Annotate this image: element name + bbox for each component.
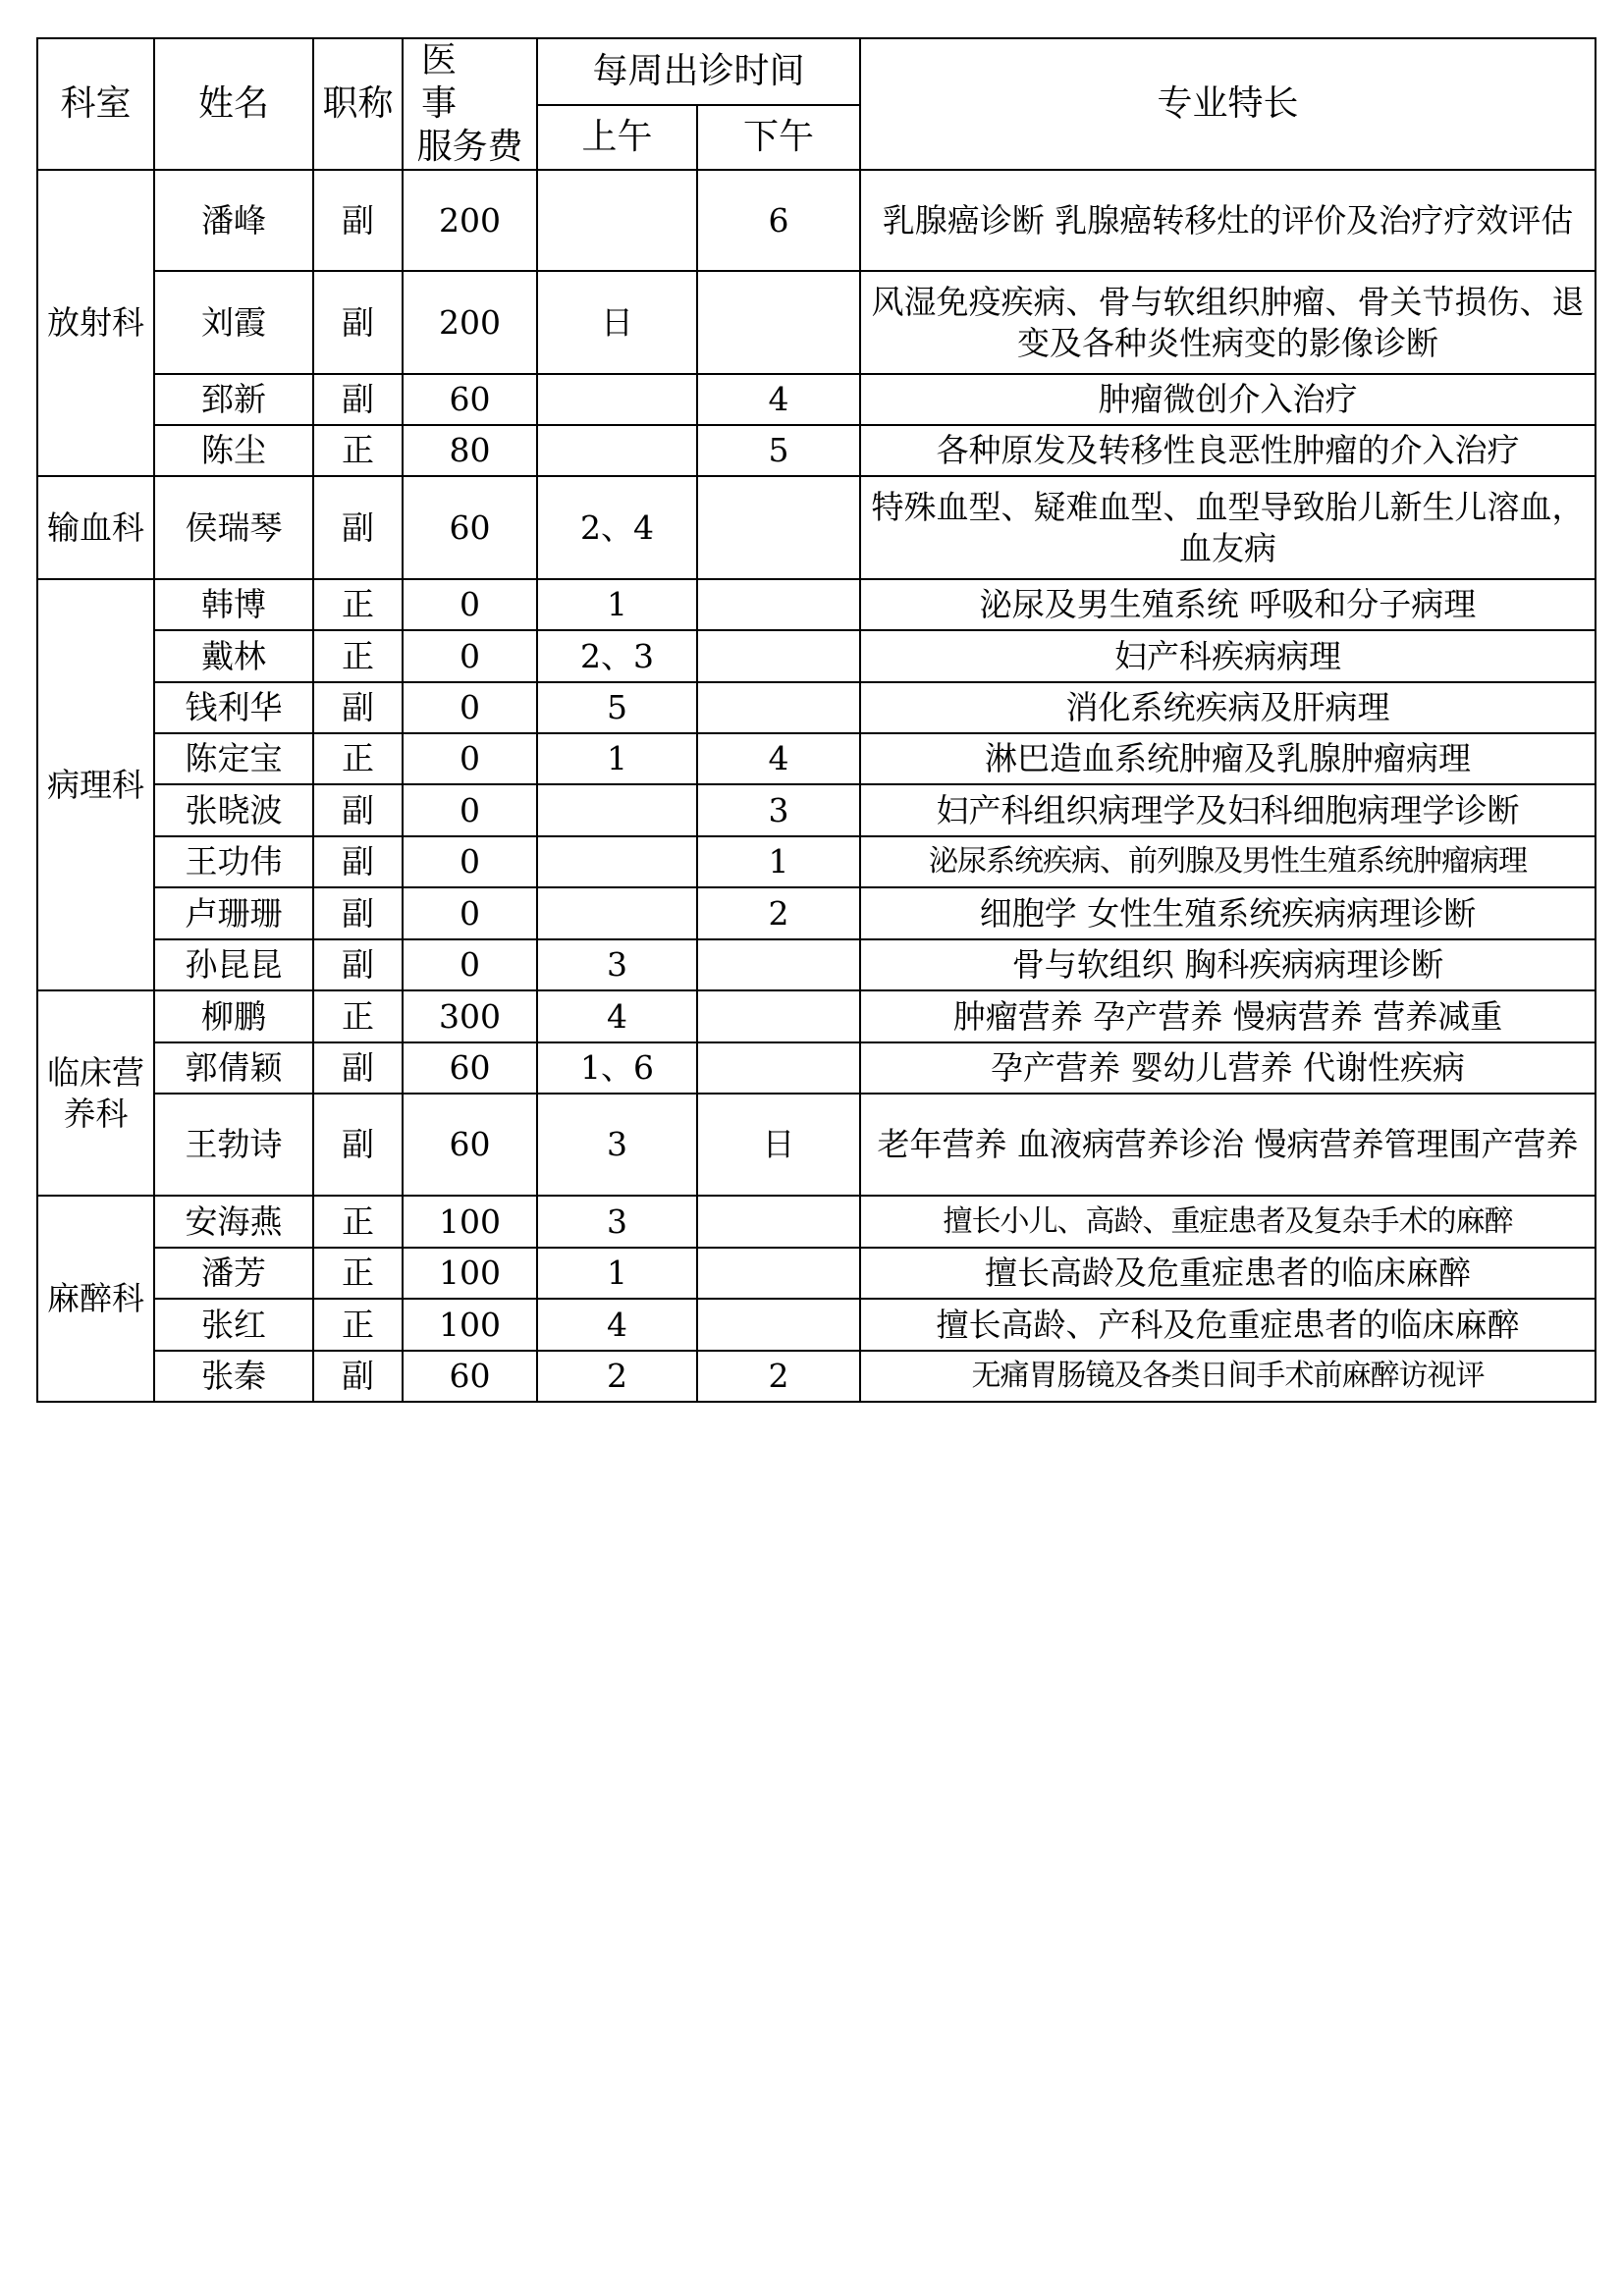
table-row xyxy=(37,630,1596,682)
pm-slot: 2 xyxy=(697,887,860,939)
am-slot: 3 xyxy=(537,1196,697,1248)
doctor-title: 正 xyxy=(313,1248,403,1299)
pm-slot xyxy=(697,476,860,579)
doctor-fee: 60 xyxy=(403,1042,537,1094)
doctor-name: 柳鹏 xyxy=(154,990,313,1042)
pm-slot xyxy=(697,630,860,682)
table-row xyxy=(37,425,1596,476)
doctor-name: 陈尘 xyxy=(154,425,313,476)
header-dept: 科室 xyxy=(37,38,154,170)
am-slot xyxy=(537,170,697,271)
specialty: 妇产科组织病理学及妇科细胞病理学诊断 xyxy=(860,784,1596,836)
am-slot: 4 xyxy=(537,1299,697,1351)
am-slot: 4 xyxy=(537,990,697,1042)
doctor-name: 张晓波 xyxy=(154,784,313,836)
doctor-name: 钱利华 xyxy=(154,682,313,733)
pm-slot xyxy=(697,1248,860,1299)
table-row xyxy=(37,990,1596,1042)
doctor-title: 副 xyxy=(313,682,403,733)
doctor-name: 陈定宝 xyxy=(154,733,313,784)
doctor-fee: 300 xyxy=(403,990,537,1042)
doctor-title: 副 xyxy=(313,1351,403,1402)
pm-slot: 3 xyxy=(697,784,860,836)
doctor-fee: 0 xyxy=(403,887,537,939)
header-weekly: 每周出诊时间 xyxy=(537,38,860,105)
table-row xyxy=(37,1196,1596,1248)
dept-anesthesiology: 麻醉科 xyxy=(37,1196,154,1402)
pm-slot xyxy=(697,682,860,733)
specialty: 肿瘤微创介入治疗 xyxy=(860,374,1596,425)
doctor-fee: 100 xyxy=(403,1299,537,1351)
doctor-fee: 100 xyxy=(403,1196,537,1248)
doctor-title: 正 xyxy=(313,425,403,476)
doctor-title: 副 xyxy=(313,1042,403,1094)
header-name: 姓名 xyxy=(154,38,313,170)
doctor-name: 孙昆昆 xyxy=(154,939,313,990)
doctor-fee: 0 xyxy=(403,939,537,990)
table-row xyxy=(37,1094,1596,1196)
doctor-name: 郅新 xyxy=(154,374,313,425)
doctor-title: 副 xyxy=(313,1094,403,1196)
doctor-fee: 200 xyxy=(403,170,537,271)
doctor-name: 韩博 xyxy=(154,579,313,630)
pm-slot xyxy=(697,1042,860,1094)
header-fee xyxy=(403,38,537,170)
am-slot xyxy=(537,784,697,836)
specialty: 淋巴造血系统肿瘤及乳腺肿瘤病理 xyxy=(860,733,1596,784)
header-title: 职称 xyxy=(313,38,403,170)
specialty: 乳腺癌诊断 乳腺癌转移灶的评价及治疗疗效评估 xyxy=(860,170,1596,271)
table-row xyxy=(37,1248,1596,1299)
am-slot: 2、4 xyxy=(537,476,697,579)
am-slot: 5 xyxy=(537,682,697,733)
am-slot: 2、3 xyxy=(537,630,697,682)
doctor-fee: 200 xyxy=(403,271,537,374)
am-slot: 1 xyxy=(537,579,697,630)
pm-slot xyxy=(697,1299,860,1351)
specialty: 妇产科疾病病理 xyxy=(860,630,1596,682)
doctor-fee: 0 xyxy=(403,682,537,733)
pm-slot: 5 xyxy=(697,425,860,476)
specialty: 消化系统疾病及肝病理 xyxy=(860,682,1596,733)
specialty: 老年营养 血液病营养诊治 慢病营养管理围产营养 xyxy=(860,1094,1596,1196)
specialty: 骨与软组织 胸科疾病病理诊断 xyxy=(860,939,1596,990)
doctor-name: 郭倩颖 xyxy=(154,1042,313,1094)
doctor-name: 潘芳 xyxy=(154,1248,313,1299)
doctor-title: 副 xyxy=(313,887,403,939)
table-row xyxy=(37,887,1596,939)
specialty: 各种原发及转移性良恶性肿瘤的介入治疗 xyxy=(860,425,1596,476)
am-slot xyxy=(537,836,697,887)
table-row xyxy=(37,374,1596,425)
pm-slot: 4 xyxy=(697,733,860,784)
doctor-title: 副 xyxy=(313,170,403,271)
specialty: 细胞学 女性生殖系统疾病病理诊断 xyxy=(860,887,1596,939)
table-row xyxy=(37,1351,1596,1402)
am-slot xyxy=(537,374,697,425)
am-slot xyxy=(537,887,697,939)
doctor-title: 副 xyxy=(313,271,403,374)
pm-slot: 6 xyxy=(697,170,860,271)
pm-slot xyxy=(697,990,860,1042)
doctor-title: 副 xyxy=(313,784,403,836)
doctor-title: 正 xyxy=(313,1196,403,1248)
pm-slot: 1 xyxy=(697,836,860,887)
header-row-1 xyxy=(37,38,1596,105)
header-pm: 下午 xyxy=(697,105,860,170)
am-slot: 1 xyxy=(537,1248,697,1299)
specialty: 孕产营养 婴幼儿营养 代谢性疾病 xyxy=(860,1042,1596,1094)
header-specialty: 专业特长 xyxy=(860,38,1596,170)
pm-slot xyxy=(697,579,860,630)
doctor-name: 戴林 xyxy=(154,630,313,682)
am-slot: 3 xyxy=(537,1094,697,1196)
doctor-title: 副 xyxy=(313,836,403,887)
doctor-name: 卢珊珊 xyxy=(154,887,313,939)
table-row xyxy=(37,1299,1596,1351)
table-row xyxy=(37,682,1596,733)
specialty: 风湿免疫疾病、骨与软组织肿瘤、骨关节损伤、退变及各种炎性病变的影像诊断 xyxy=(860,271,1596,374)
doctor-title: 正 xyxy=(313,990,403,1042)
am-slot xyxy=(537,425,697,476)
doctor-fee: 0 xyxy=(403,836,537,887)
dept-clinical-nutrition: 临床营养科 xyxy=(37,990,154,1196)
doctor-title: 正 xyxy=(313,733,403,784)
pm-slot: 4 xyxy=(697,374,860,425)
specialty: 泌尿系统疾病、前列腺及男性生殖系统肿瘤病理 xyxy=(860,836,1596,887)
table-row xyxy=(37,1042,1596,1094)
doctor-fee: 60 xyxy=(403,374,537,425)
doctor-fee: 0 xyxy=(403,784,537,836)
am-slot: 2 xyxy=(537,1351,697,1402)
header-fee-line1: 医 事 xyxy=(421,40,493,124)
header-fee-line2: 服务费 xyxy=(416,127,523,167)
doctor-name: 潘峰 xyxy=(154,170,313,271)
table-row xyxy=(37,579,1596,630)
am-slot: 1、6 xyxy=(537,1042,697,1094)
pm-slot: 日 xyxy=(697,1094,860,1196)
specialty: 擅长高龄及危重症患者的临床麻醉 xyxy=(860,1248,1596,1299)
table-row xyxy=(37,476,1596,579)
doctor-name: 安海燕 xyxy=(154,1196,313,1248)
table-row xyxy=(37,733,1596,784)
doctor-name: 张红 xyxy=(154,1299,313,1351)
doctor-name: 张秦 xyxy=(154,1351,313,1402)
header-am: 上午 xyxy=(537,105,697,170)
doctor-fee: 0 xyxy=(403,579,537,630)
doctor-fee: 80 xyxy=(403,425,537,476)
table-row xyxy=(37,836,1596,887)
doctor-title: 副 xyxy=(313,476,403,579)
dept-radiology: 放射科 xyxy=(37,170,154,476)
doctor-title: 正 xyxy=(313,1299,403,1351)
specialty: 特殊血型、疑难血型、血型导致胎儿新生儿溶血，血友病 xyxy=(860,476,1596,579)
table-row xyxy=(37,170,1596,271)
pm-slot xyxy=(697,939,860,990)
specialty: 无痛胃肠镜及各类日间手术前麻醉访视评 xyxy=(860,1351,1596,1402)
doctor-fee: 60 xyxy=(403,476,537,579)
doctor-name: 刘霞 xyxy=(154,271,313,374)
specialty: 擅长小儿、高龄、重症患者及复杂手术的麻醉 xyxy=(860,1196,1596,1248)
specialty: 擅长高龄、产科及危重症患者的临床麻醉 xyxy=(860,1299,1596,1351)
specialty: 肿瘤营养 孕产营养 慢病营养 营养减重 xyxy=(860,990,1596,1042)
table-row xyxy=(37,784,1596,836)
doctor-fee: 0 xyxy=(403,733,537,784)
am-slot: 日 xyxy=(537,271,697,374)
doctor-fee: 60 xyxy=(403,1351,537,1402)
pm-slot: 2 xyxy=(697,1351,860,1402)
dept-pathology: 病理科 xyxy=(37,579,154,990)
table-row xyxy=(37,939,1596,990)
doctor-title: 副 xyxy=(313,939,403,990)
doctor-title: 正 xyxy=(313,579,403,630)
doctor-fee: 0 xyxy=(403,630,537,682)
doctor-fee: 100 xyxy=(403,1248,537,1299)
table-row xyxy=(37,271,1596,374)
doctor-name: 侯瑞琴 xyxy=(154,476,313,579)
pm-slot xyxy=(697,1196,860,1248)
pm-slot xyxy=(697,271,860,374)
am-slot: 1 xyxy=(537,733,697,784)
dept-transfusion: 输血科 xyxy=(37,476,154,579)
doctor-name: 王功伟 xyxy=(154,836,313,887)
am-slot: 3 xyxy=(537,939,697,990)
doctor-fee: 60 xyxy=(403,1094,537,1196)
doctor-name: 王勃诗 xyxy=(154,1094,313,1196)
specialty: 泌尿及男生殖系统 呼吸和分子病理 xyxy=(860,579,1596,630)
doctor-title: 副 xyxy=(313,374,403,425)
clinic-schedule-table xyxy=(36,37,1596,1403)
doctor-title: 正 xyxy=(313,630,403,682)
